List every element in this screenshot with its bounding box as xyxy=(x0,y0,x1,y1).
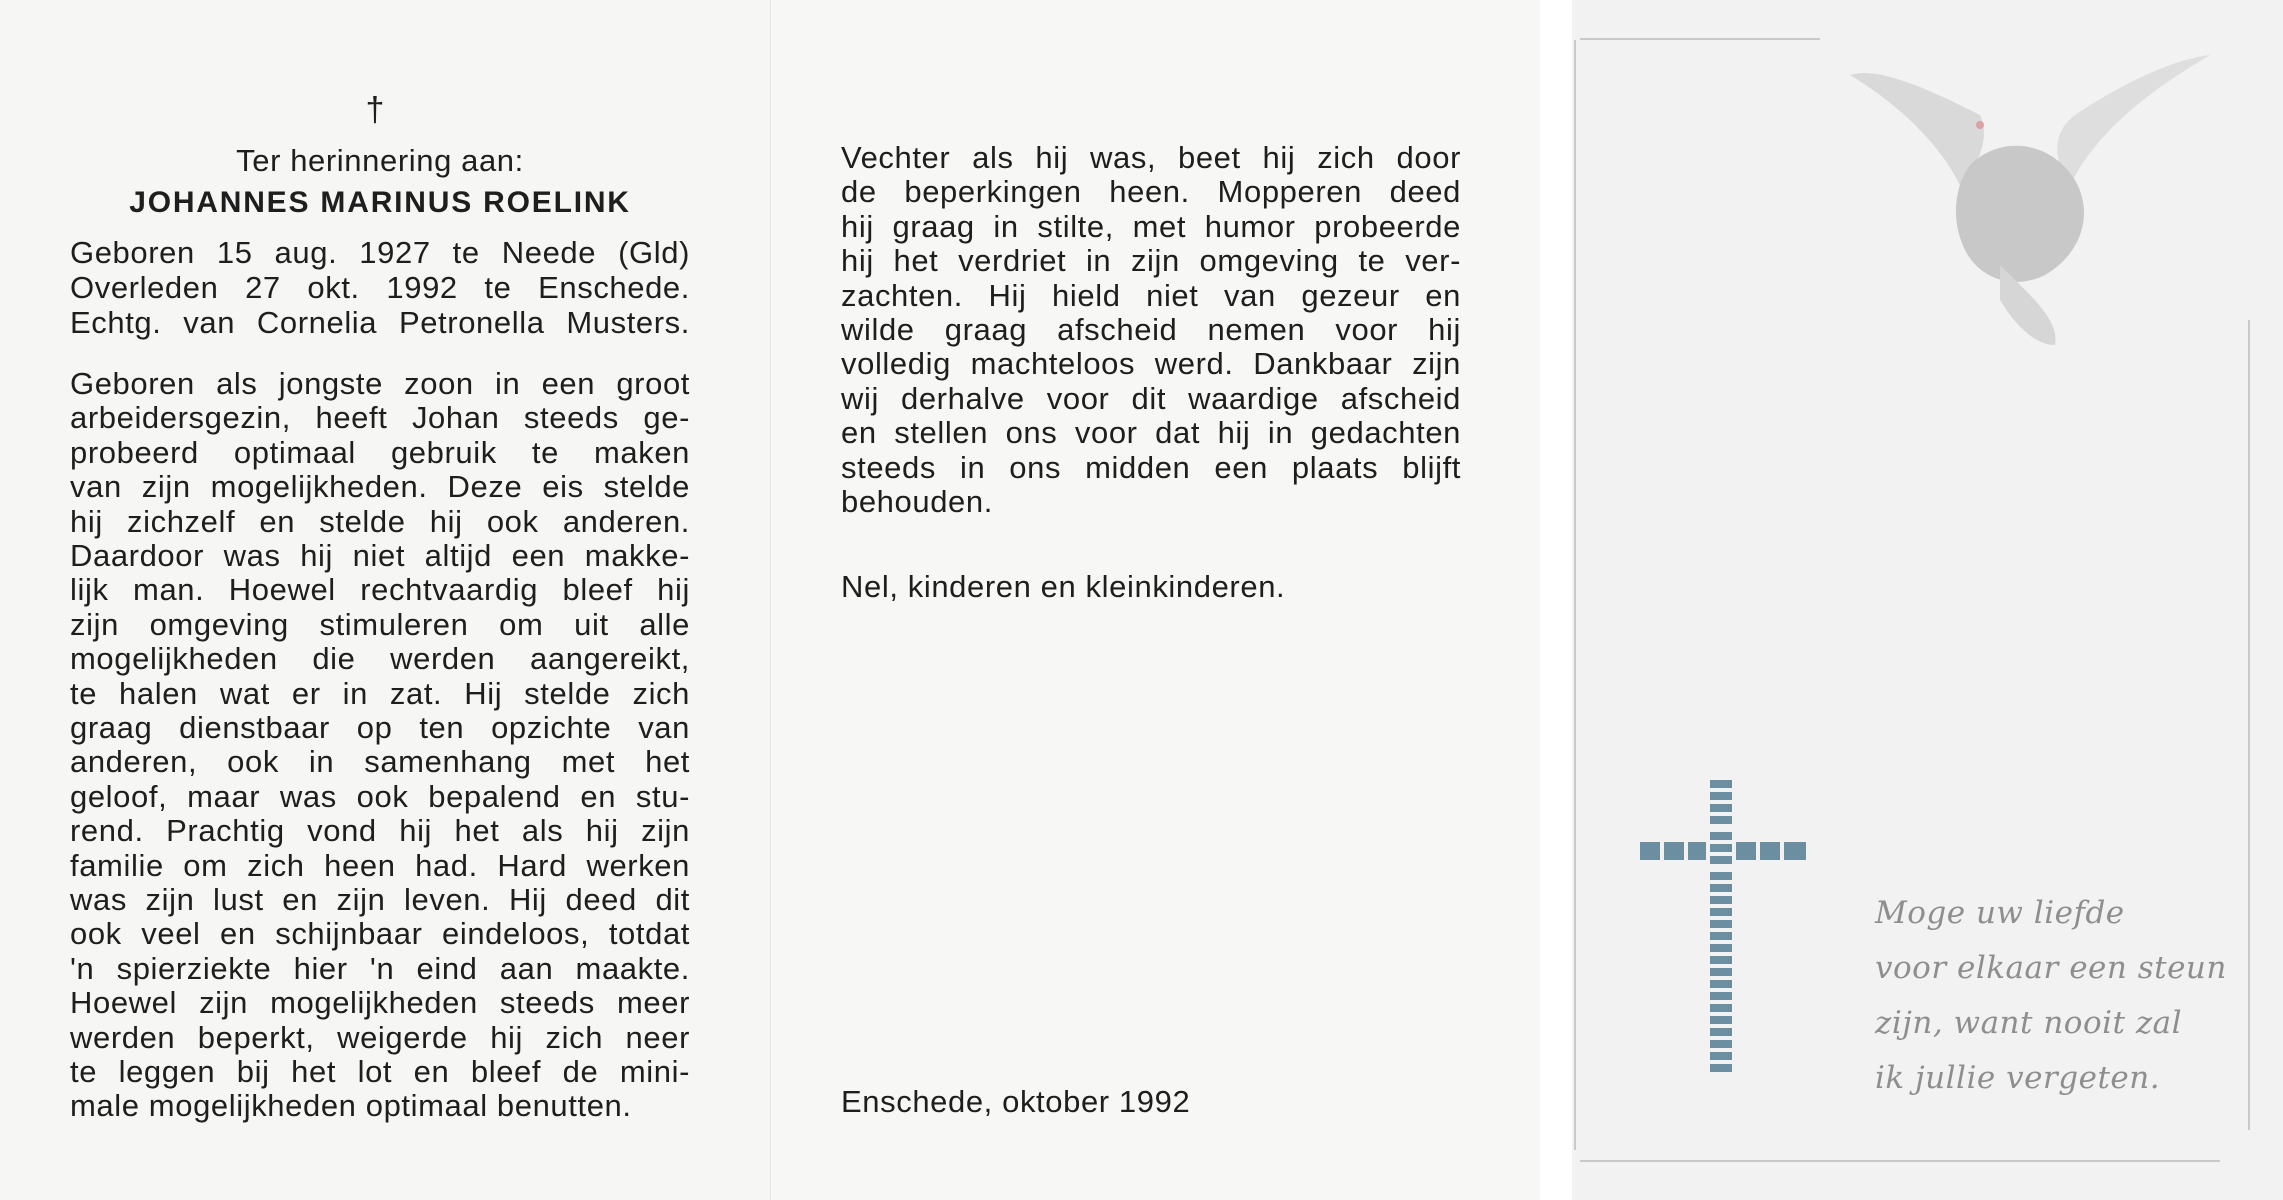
frame-bottom-line xyxy=(1580,1160,2220,1162)
quote-line: voor elkaar een steun xyxy=(1875,950,2227,986)
page-gap xyxy=(1540,0,1572,1200)
mosaic-cross xyxy=(1640,780,1810,1100)
place-and-date: Enschede, oktober 1992 xyxy=(841,1084,1191,1119)
dove-icon xyxy=(1850,55,2210,345)
text-line: wij derhalve voor dit waardige afscheid xyxy=(841,380,1461,416)
text-line: Echtg. van Cornelia Petronella Musters. xyxy=(70,305,690,340)
text-line: mogelijkheden die werden aangereikt, xyxy=(70,641,690,677)
text-line: arbeidersgezin, heeft Johan steeds ge- xyxy=(70,400,690,436)
text-line: hij zichzelf en stelde hij ook anderen. xyxy=(70,503,690,539)
text-line: graag dienstbaar op ten opzichte van xyxy=(70,710,690,745)
text-line: en stellen ons voor dat hij in gedachten xyxy=(841,415,1461,451)
frame-left-line xyxy=(1574,40,1576,1150)
text-line: geloof, maar was ook bepalend en stu- xyxy=(70,778,690,814)
text-line: te halen wat er in zat. Hij stelde zich xyxy=(70,675,690,711)
text-line: zachten. Hij hield niet van gezeur en xyxy=(841,277,1461,313)
cross-icon xyxy=(1640,780,1806,1072)
text-line: te leggen bij het lot en bleef de mini- xyxy=(70,1054,690,1089)
text-line: was zijn lust en zijn leven. Hij deed dit xyxy=(70,882,690,917)
text-line: Daardoor was hij niet altijd een makke- xyxy=(70,538,690,573)
text-line: rend. Prachtig vond hij het als hij zijn xyxy=(70,813,690,849)
dove-illustration xyxy=(1840,45,2220,375)
text-line: Vechter als hij was, beet hij zich door xyxy=(841,140,1461,175)
text-line: wilde graag afscheid nemen voor hij xyxy=(841,312,1461,347)
text-line: Hoewel zijn mogelijkheden steeds meer xyxy=(70,985,690,1021)
intro-text: Ter herinnering aan: xyxy=(236,143,524,178)
quote-line: Moge uw liefde xyxy=(1875,895,2125,931)
text-line: Geboren als jongste zoon in een groot xyxy=(70,366,690,401)
family-signature: Nel, kinderen en kleinkinderen. xyxy=(841,569,1286,604)
quote-line: zijn, want nooit zal xyxy=(1875,1005,2183,1041)
text-line: male mogelijkheden optimaal benutten. xyxy=(70,1088,632,1124)
text-line: lijk man. Hoewel rechtvaardig bleef hij xyxy=(70,572,690,608)
text-line: hij graag in stilte, met humor probeerde xyxy=(841,208,1461,244)
text-line: zijn omgeving stimuleren om uit alle xyxy=(70,606,690,642)
text-line: anderen, ook in samenhang met het xyxy=(70,744,690,780)
card-middle-page xyxy=(770,0,1540,1200)
text-line: behouden. xyxy=(841,484,993,519)
text-line: hij het verdriet in zijn omgeving te ver- xyxy=(841,243,1461,279)
card-left-page xyxy=(0,0,770,1200)
text-line: van zijn mogelijkheden. Deze eis stelde xyxy=(70,469,690,505)
text-line: familie om zich heen had. Hard werken xyxy=(70,847,690,883)
text-line: 'n spierziekte hier 'n eind aan maakte. xyxy=(70,950,690,986)
text-line: ook veel en schijnbaar eindeloos, totdat xyxy=(70,916,690,952)
text-line: probeerd optimaal gebruik te maken xyxy=(70,434,690,470)
deceased-name: JOHANNES MARINUS ROELINK xyxy=(129,186,631,219)
text-line: Geboren 15 aug. 1927 te Neede (Gld) xyxy=(70,235,690,270)
frame-top-line xyxy=(1580,38,1820,40)
text-line: werden beperkt, weigerde hij zich neer xyxy=(70,1019,690,1055)
text-line: de beperkingen heen. Mopperen deed xyxy=(841,174,1461,210)
cross-symbol: † xyxy=(365,91,385,129)
text-line: Overleden 27 okt. 1992 te Enschede. xyxy=(70,270,690,305)
text-line: steeds in ons midden een plaats blijft xyxy=(841,449,1461,485)
text-line: volledig machteloos werd. Dankbaar zijn xyxy=(841,346,1461,382)
frame-right-line xyxy=(2248,320,2250,1130)
quote-line: ik jullie vergeten. xyxy=(1875,1060,2161,1096)
